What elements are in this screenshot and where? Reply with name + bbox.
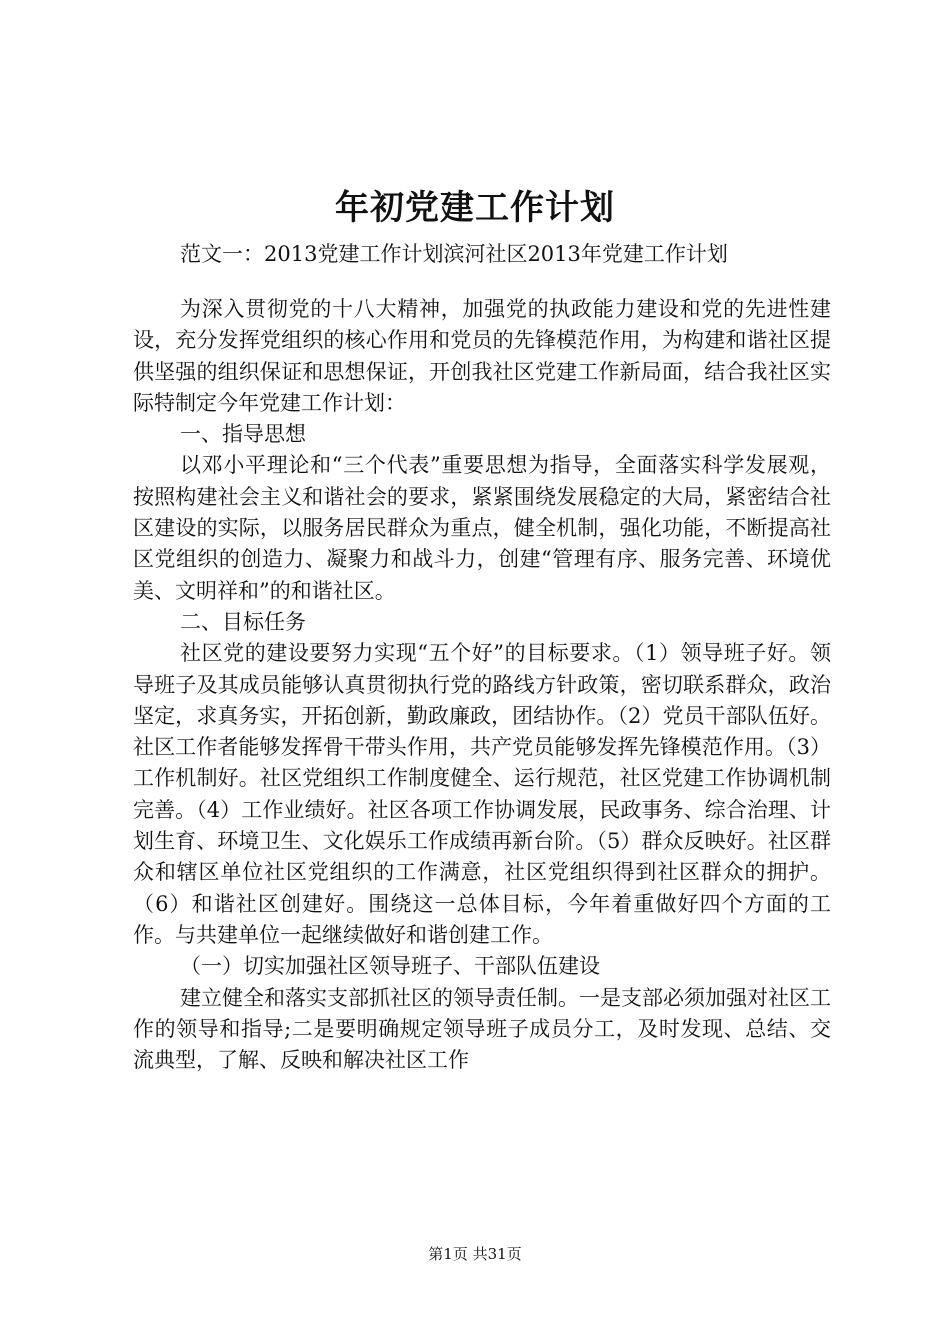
page-number-footer: 第1页 共31页 xyxy=(428,1245,522,1263)
document-title: 年初党建工作计划 xyxy=(335,188,615,228)
document-subtitle: 范文一：2013党建工作计划滨河社区2013年党建工作计划 xyxy=(180,242,728,266)
section-heading-goals: 二、目标任务 xyxy=(180,609,306,634)
goals-paragraph: 社区党的建设要努力实现“五个好”的目标要求。（1）领导班子好。领导班子及其成员能够认真贯彻执行党的路线方针政策，密切联系群众，政治坚定，求真务实，开拓创新，勤政廉政，团结协作。（2）党员干部队伍好。社区工作者能够发挥骨干带头作用，共产党员能够发挥先锋模范作用。（3）工作机制好。社区党组织工作制度健全、运行规范，社区党建工作协调机制完善。（4）工作业绩好。社区各项工作协调发展，民政事务、综合治理、计划生育、环境卫生、文化娱乐工作成绩再新台阶。（5）群众反映好。社区群众和辖区单位社区党组织的工作满意，社区党组织得到社区群众的拥护。（6）和谐社区创建好。围绕这一总体目标，今年着重做好四个方面的工作。与共建单位一起继续做好和谐创建工作。 xyxy=(133,641,831,947)
leadership-paragraph: 建立健全和落实支部抓社区的领导责任制。一是支部必须加强对社区工作的领导和指导;二是要明确规定领导班子成员分工，及时发现、总结、交流典型，了解、反映和解决社区工作 xyxy=(133,985,831,1073)
document-body xyxy=(133,294,831,1076)
subsection-heading-leadership: （一）切实加强社区领导班子、干部队伍建设 xyxy=(180,954,600,979)
guiding-ideology-paragraph: 以邓小平理论和“三个代表”重要思想为指导，全面落实科学发展观，按照构建社会主义和谐社会的要求，紧紧围绕发展稳定的大局，紧密结合社区建设的实际，以服务居民群众为重点，健全机制，强化功能，不断提高社区党组织的创造力、凝聚力和战斗力，创建“管理有序、服务完善、环境优美、文明祥和”的和谐社区。 xyxy=(133,453,831,603)
intro-paragraph: 为深入贯彻党的十八大精神，加强党的执政能力建设和党的先进性建设，充分发挥党组织的核心作用和党员的先锋模范作用，为构建和谐社区提供坚强的组织保证和思想保证，开创我社区党建工作新局面，结合我社区实际特制定今年党建工作计划： xyxy=(133,297,831,415)
section-heading-guiding-ideology: 一、指导思想 xyxy=(180,422,306,447)
